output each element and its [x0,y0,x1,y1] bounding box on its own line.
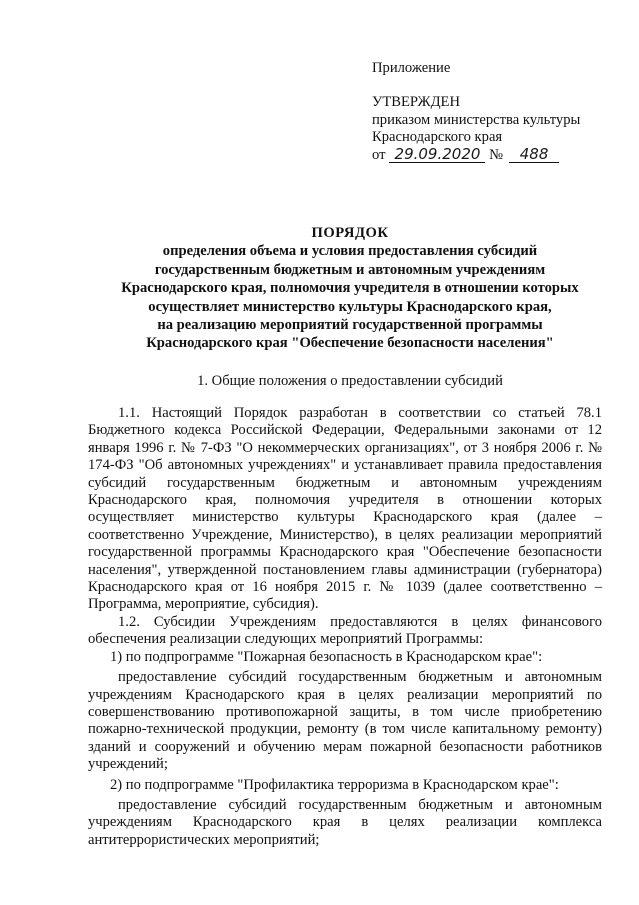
list-item-2-text: предоставление субсидий государственным бюджетным и автономным учреждениям Краснодарского края в целях реализации комплекса антитеррористических мероприятий; [88,796,602,848]
heading-line: Краснодарского края "Обеспечение безопасности населения" [146,335,554,352]
document-heading [100,224,600,353]
section-title: 1. Общие положения о предоставлении субсидий [197,373,503,389]
approval-line-1: приказом министерства культуры [372,111,581,128]
document-title: ПОРЯДОК [311,225,389,241]
annex-label: Приложение [372,60,451,76]
order-date-number [372,144,632,164]
list-item-1-text: предоставление субсидий государственным бюджетным и автономным учреждениям Краснодарского края в целях реализации мероприятий по совершенствованию противопожарной защиты, в том числе приобретению пожарно-технической продукции, ремонту (в том числе капитальному ремонту) зданий и сооружений и обучению мерам пожарной безопасности работников учреждений; [88,669,602,773]
approved-label: УТВЕРЖДЕН [372,94,460,111]
heading-line: на реализацию мероприятий государственной программы [157,317,543,334]
approval-block [372,60,632,164]
document-body [88,405,602,849]
heading-line: Краснодарского края, полномочия учредителя в отношении которых [121,280,579,297]
heading-line: государственным бюджетным и автономным учреждениям [154,261,546,278]
number-label: № [489,146,504,163]
approval-line-2: Краснодарского края [372,129,503,146]
handwritten-number: 488 [509,147,559,163]
handwritten-date: 29.09.2020 [389,147,485,163]
paragraph-1-1: 1.1. Настоящий Порядок разработан в соответствии со статьей 78.1 Бюджетного кодекса Российской Федерации, Федеральными законами от 12 января 1996 г. № 7-ФЗ "О некоммерческих организациях", от 3 ноября 2006 г. № 174-ФЗ "Об автономных учреждениях" и устанавливает правила предоставления субсидий государственным бюджетным и автономным учреждениям Краснодарского края, полномочия учредителя в отношении которых осуществляет министерство культуры Краснодарского края (далее – соответственно Учреждение, Министерство), в целях реализации мероприятий государственной программы Краснодарского края "Обеспечение безопасности населения", утвержденной постановлением главы администрации (губернатора) Краснодарского края от 16 ноября 2015 г. № 1039 (далее соответственно – Программа, мероприятие, субсидия). [88,405,602,613]
heading-line: определения объема и условия предоставления субсидий [162,243,538,260]
heading-line: осуществляет министерство культуры Краснодарского края, [148,298,552,315]
from-label: от [372,146,386,163]
list-item-2: 2) по подпрограмме "Профилактика терроризма в Краснодарском крае": [110,776,559,793]
paragraph-1-2: 1.2. Субсидии Учреждениям предоставляются в целях финансового обеспечения реализации следующих мероприятий Программы: [88,613,602,648]
list-item-1: 1) по подпрограмме "Пожарная безопасность в Краснодарском крае": [110,648,543,665]
